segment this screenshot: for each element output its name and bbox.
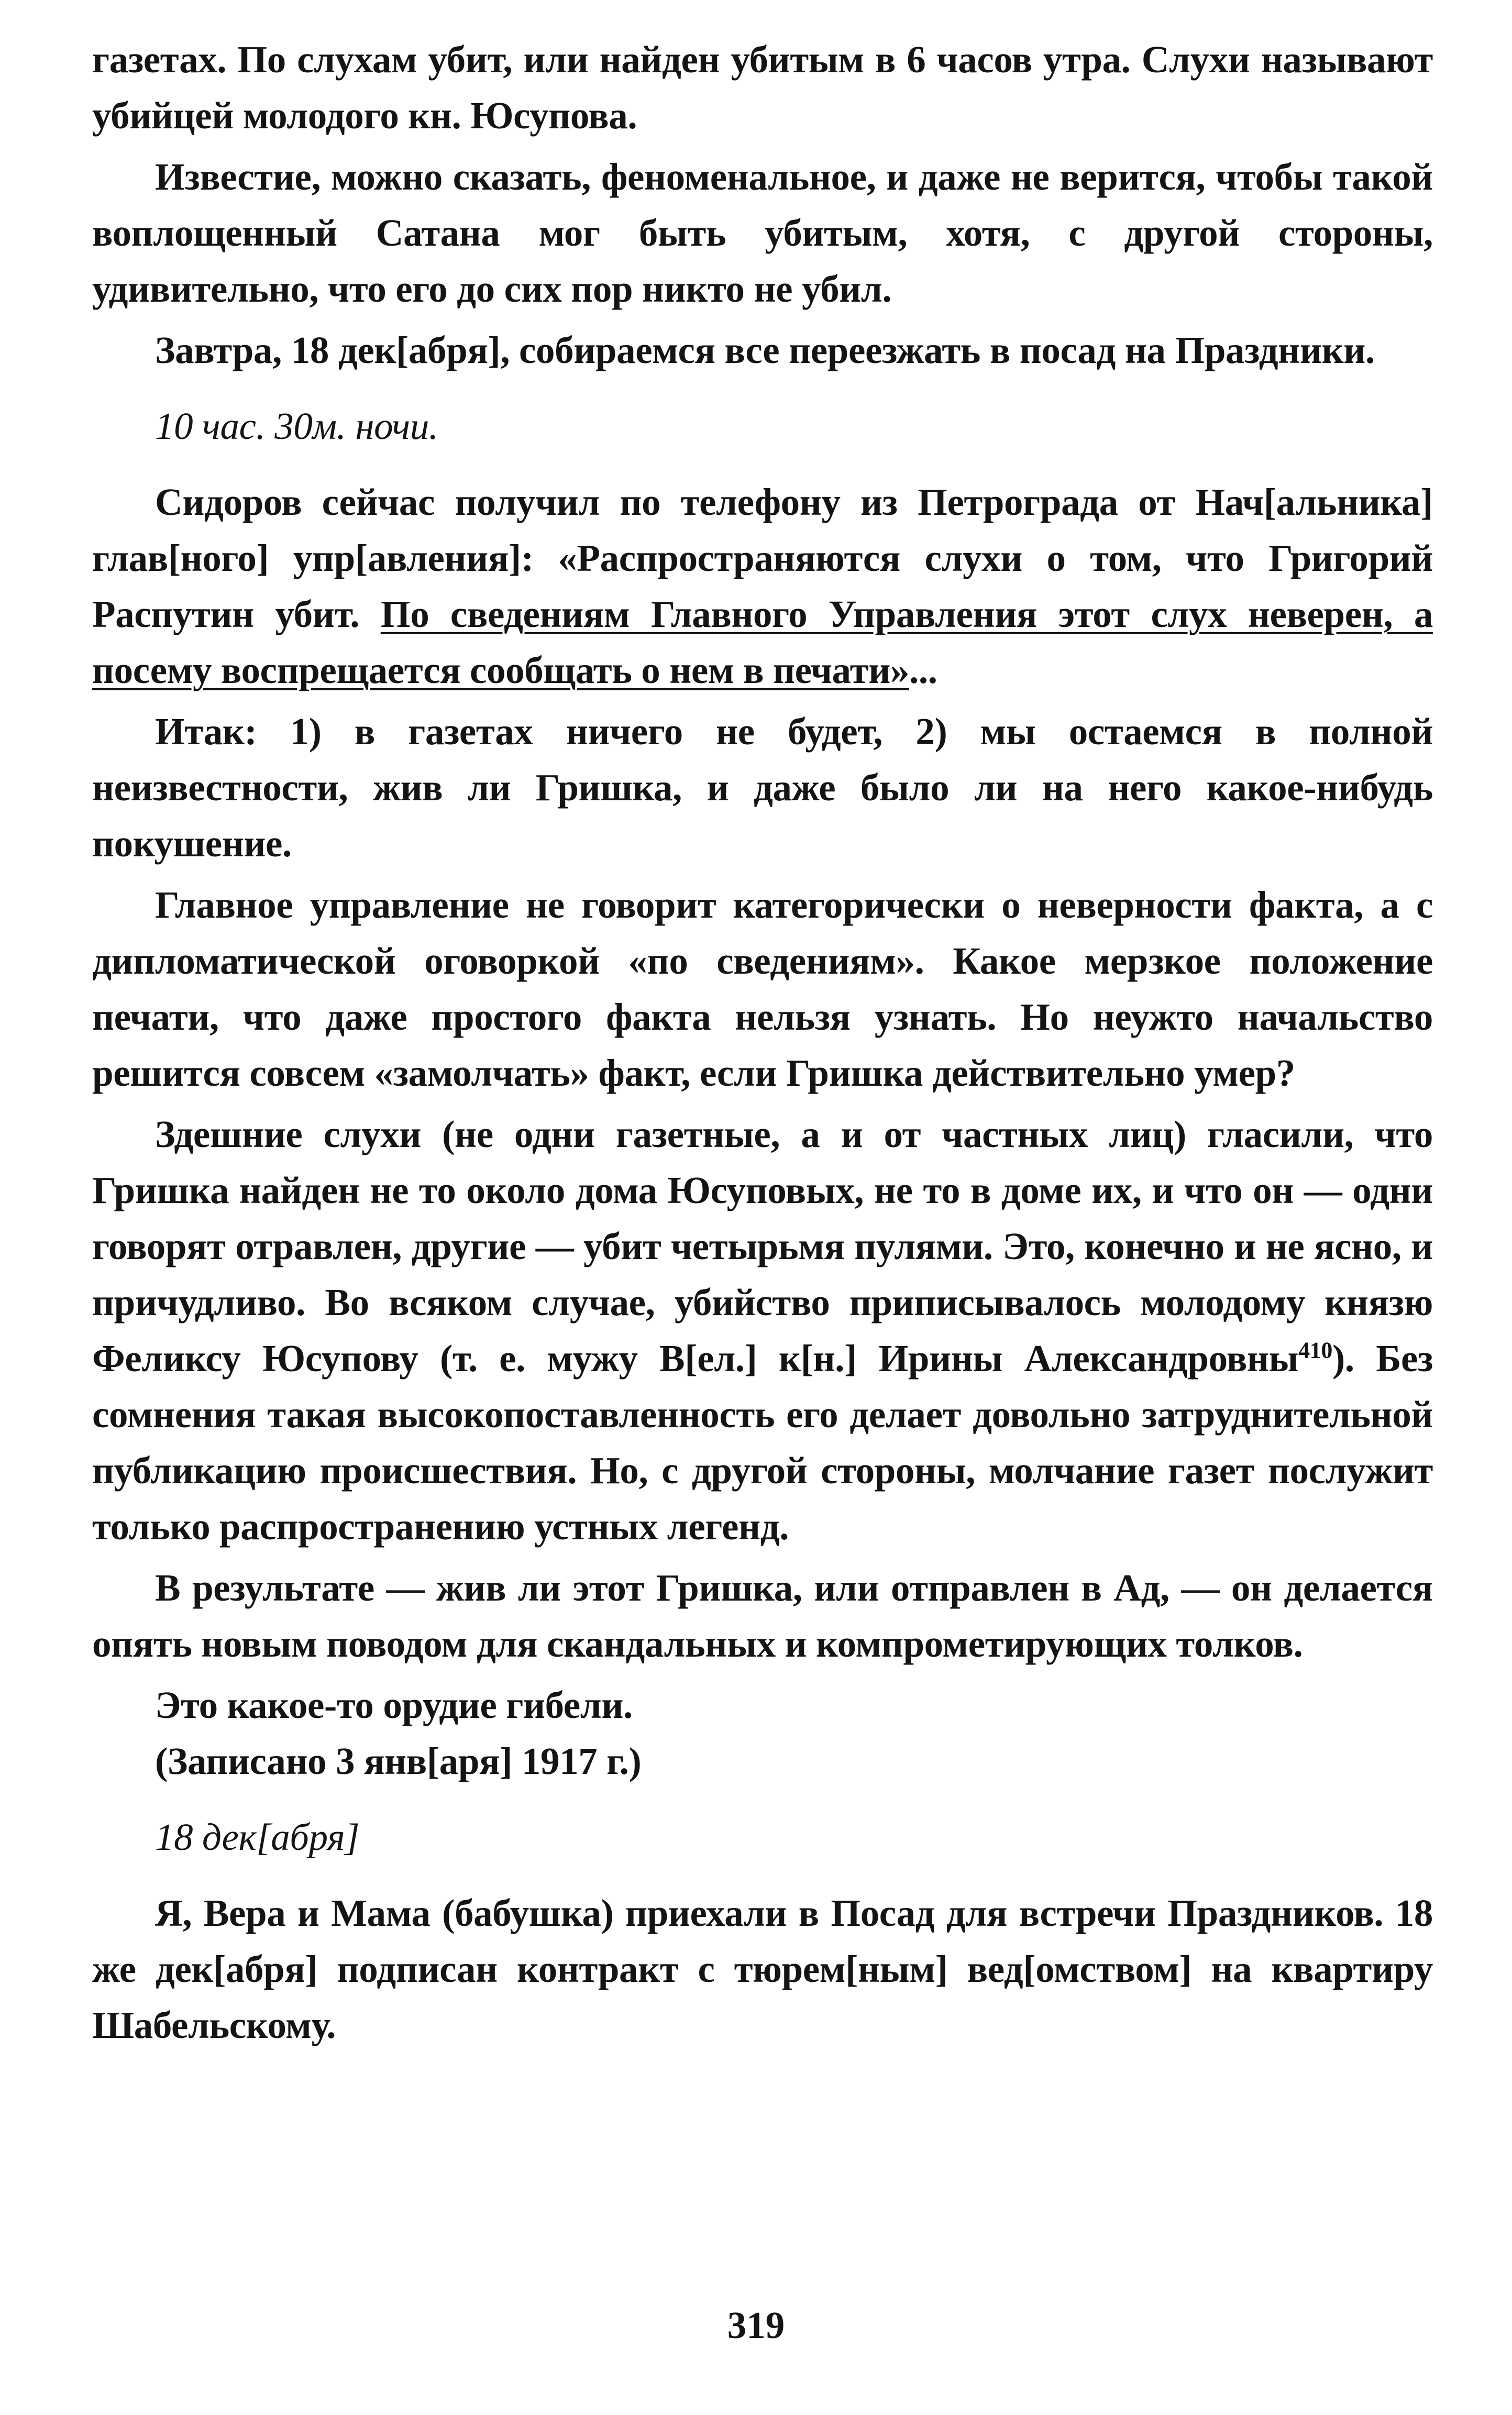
telegram-text: Сидоров сейчас получил по телефону из Петрограда от Нач[альника] глав[ного] упр[авления]: «Распространяются слухи о том, что Григорий Распутин убит. [92, 481, 1433, 635]
paragraph-1: газетах. По слухам убит, или найден убитым в 6 часов утра. Слухи называют убийцей молодого кн. Юсупова. [92, 38, 1433, 137]
paragraph-7: В результате — жив ли этот Гришка, или отправлен в Ад, — он делается опять новым поводом для скандальных и компрометирующих толков. [92, 1567, 1433, 1665]
paragraph-2: Известие, можно сказать, феноменальное, и даже не верится, чтобы такой воплощенный Сатана мог быть убитым, хотя, с другой стороны, удивительно, что его до сих пор никто не убил. [92, 156, 1433, 310]
page-body [92, 31, 1433, 2053]
paragraph-6-text-a: Здешние слухи (не одни газетные, а и от частных лиц) гласили, что Гришка найден не то около дома Юсуповых, не то в доме их, и что он — одни говорят отравлен, другие — убит четырьмя пулями. Это, конечно и не ясно, и причудливо. Во всяком случае, убийство приписывалось молодому князю Феликсу Юсупову (т. е. мужу В[ел.] к[н.] Ирины Александровны [92, 1113, 1433, 1380]
paragraph-3: Завтра, 18 дек[абря], собираемся все переезжать в посад на Праздники. [155, 329, 1375, 371]
paragraph-9: (Записано 3 янв[аря] 1917 г.) [155, 1740, 642, 1782]
page-number: 319 [727, 2304, 785, 2346]
paragraph-6-text-b: ). Без сомнения такая высокопоставленность его делает довольно затруднительной публикацию происшествия. Но, с другой стороны, молчание газет послужит только распространению устных легенд. [92, 1337, 1433, 1548]
paragraph-telegram [92, 474, 1433, 698]
paragraph-6 [92, 1106, 1433, 1554]
paragraph-10: Я, Вера и Мама (бабушка) приехали в Посад для встречи Праздников. 18 же дек[абря] подписан контракт с тюрем[ным] вед[омством] на квартиру Шабельскому. [92, 1892, 1433, 2046]
paragraph-5: Главное управление не говорит категорически о неверности факта, а с дипломатической оговоркой «по сведениям». Какое мерзкое положение печати, что даже простого факта нельзя узнать. Но неужто начальство решится совсем «замолчать» факт, если Гришка действительно умер? [92, 884, 1433, 1094]
paragraph-8: Это какое-то орудие гибели. [155, 1684, 633, 1726]
date-heading-2: 18 дек[абря] [155, 1816, 360, 1858]
ellipsis: ... [909, 649, 937, 691]
underlined-quote: По сведениям Главного Управления этот слух неверен, а посему воспрещается сообщать о нем в печати» [92, 593, 1433, 691]
footnote-ref-410: 410 [1298, 1337, 1332, 1363]
date-heading-1: 10 час. 30м. ночи. [155, 405, 438, 447]
paragraph-4: Итак: 1) в газетах ничего не будет, 2) мы остаемся в полной неизвестности, жив ли Гришка, и даже было ли на него какое-нибудь покушение. [92, 710, 1433, 865]
